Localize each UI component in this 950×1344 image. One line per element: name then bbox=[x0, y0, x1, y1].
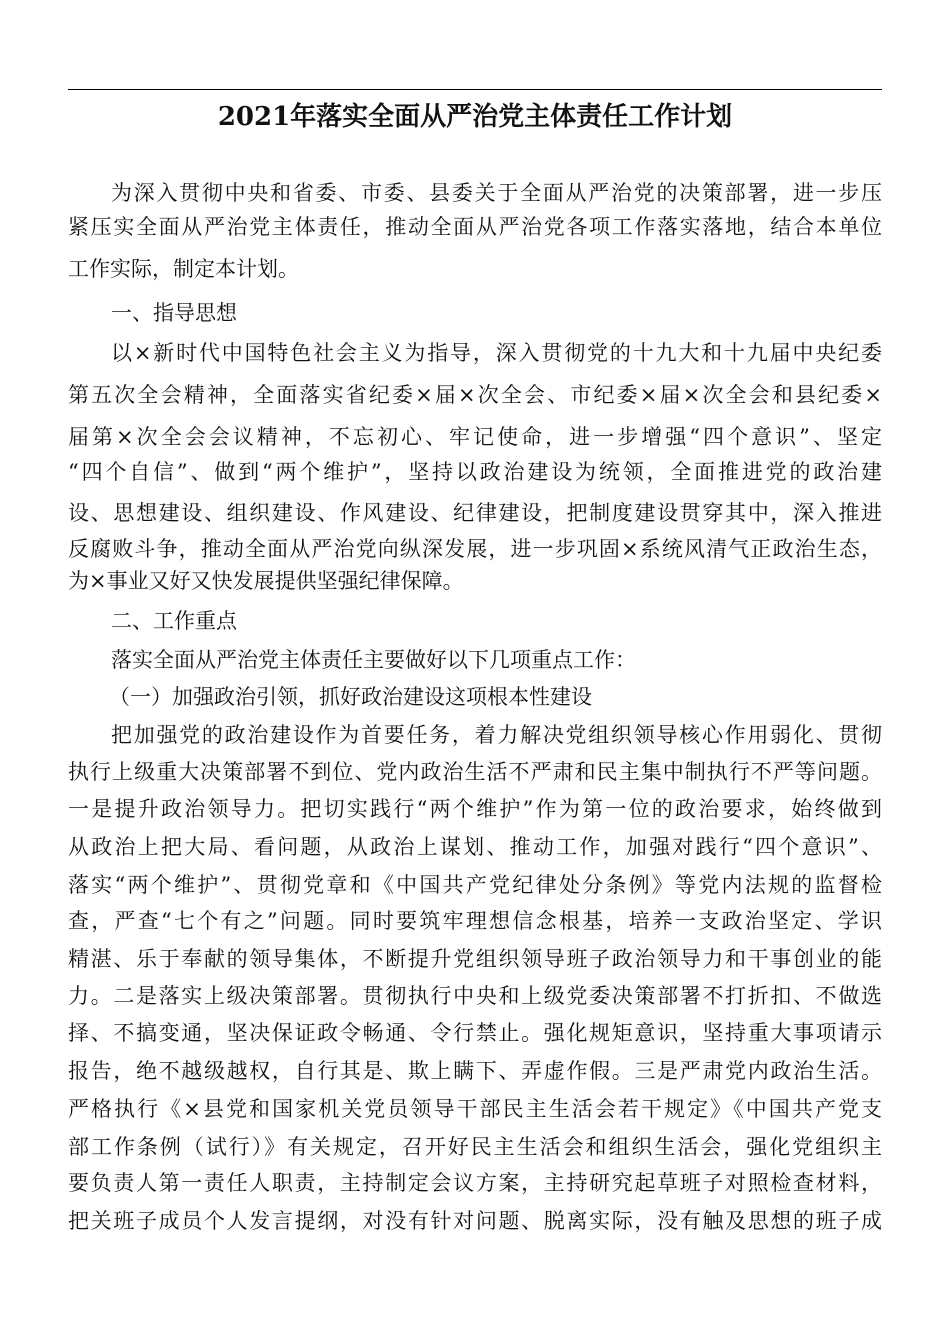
body-line: “四个自信”、做到“两个维护”，坚持以政治建设为统领，全面推进党的政治建 bbox=[68, 460, 882, 484]
body-line: 为×事业又好又快发展提供坚强纪律保障。 bbox=[68, 569, 464, 593]
body-line: 执行上级重大决策部署不到位、党内政治生活不严肃和民主集中制执行不严等问题。 bbox=[68, 760, 882, 784]
body-line: 为深入贯彻中央和省委、市委、县委关于全面从严治党的决策部署，进一步压 bbox=[111, 181, 882, 205]
body-line: 一是提升政治领导力。把切实践行“两个维护”作为第一位的政治要求，始终做到 bbox=[68, 797, 882, 821]
body-line: 择、不搞变通，坚决保证政令畅通、令行禁止。强化规矩意识，坚持重大事项请示 bbox=[68, 1021, 882, 1045]
body-line: 从政治上把大局、看问题，从政治上谋划、推动工作，加强对践行“四个意识”、 bbox=[68, 835, 882, 859]
section-heading: 一、指导思想 bbox=[111, 301, 237, 325]
body-line: 届第×次全会会议精神，不忘初心、牢记使命，进一步增强“四个意识”、坚定 bbox=[68, 425, 882, 449]
body-line: 力。二是落实上级决策部署。贯彻执行中央和上级党委决策部署不打折扣、不做选 bbox=[68, 984, 882, 1008]
body-line: 精湛、乐于奉献的领导集体，不断提升党组织领导班子政治领导力和干事创业的能 bbox=[68, 947, 882, 971]
body-line: 第五次全会精神，全面落实省纪委×届×次全会、市纪委×届×次全会和县纪委× bbox=[68, 383, 882, 407]
body-line: 部工作条例（试行）》有关规定，召开好民主生活会和组织生活会，强化党组织主 bbox=[68, 1135, 882, 1159]
body-line: 报告，绝不越级越权，自行其是、欺上瞒下、弄虚作假。三是严肃党内政治生活。 bbox=[68, 1059, 882, 1083]
document-title: 2021年落实全面从严治党主体责任工作计划 bbox=[217, 102, 733, 132]
body-line: 把关班子成员个人发言提纲，对没有针对问题、脱离实际，没有触及思想的班子成 bbox=[68, 1209, 882, 1233]
body-line: 工作实际，制定本计划。 bbox=[68, 257, 299, 281]
body-line: 设、思想建设、组织建设、作风建设、纪律建设，把制度建设贯穿其中，深入推进 bbox=[68, 501, 882, 525]
body-line: 反腐败斗争，推动全面从严治党向纵深发展，进一步巩固×系统风清气正政治生态， bbox=[68, 537, 882, 561]
section-heading: 二、工作重点 bbox=[111, 609, 237, 633]
subsection-heading: （一）加强政治引领，抓好政治建设这项根本性建设 bbox=[109, 685, 592, 709]
body-line: 落实“两个维护”、贯彻党章和《中国共产党纪律处分条例》等党内法规的监督检 bbox=[68, 873, 882, 897]
body-line: 严格执行《×县党和国家机关党员领导干部民主生活会若干规定》《中国共产党支 bbox=[68, 1097, 882, 1121]
body-line: 查，严查“七个有之”问题。同时要筑牢理想信念根基，培养一支政治坚定、学识 bbox=[68, 909, 882, 933]
body-line: 要负责人第一责任人职责，主持制定会议方案，主持研究起草班子对照检查材料， bbox=[68, 1171, 882, 1195]
body-line: 把加强党的政治建设作为首要任务，着力解决党组织领导核心作用弱化、贯彻 bbox=[111, 723, 882, 747]
body-line: 落实全面从严治党主体责任主要做好以下几项重点工作： bbox=[111, 648, 636, 672]
header-rule bbox=[68, 89, 882, 90]
body-line: 以×新时代中国特色社会主义为指导，深入贯彻党的十九大和十九届中央纪委 bbox=[111, 341, 882, 365]
body-line: 紧压实全面从严治党主体责任，推动全面从严治党各项工作落实落地，结合本单位 bbox=[68, 215, 882, 239]
